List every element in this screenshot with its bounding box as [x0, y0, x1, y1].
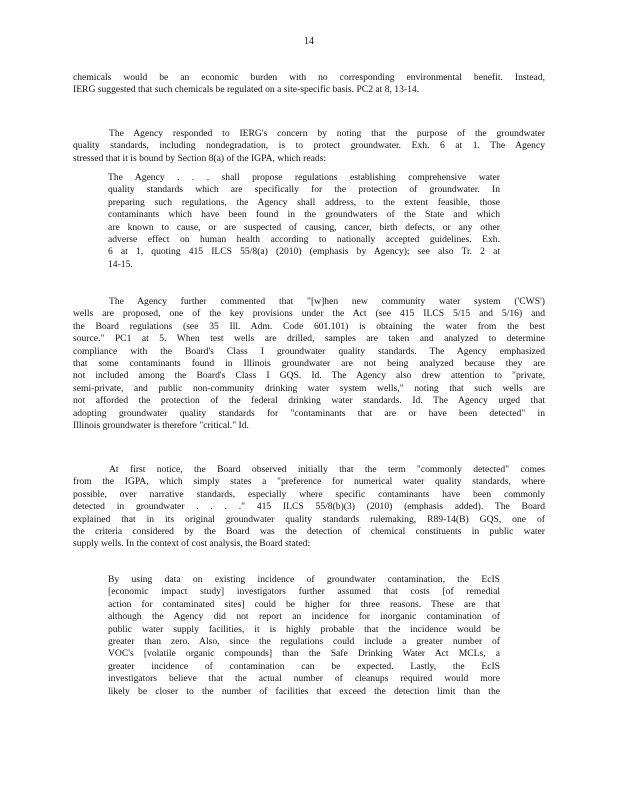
text-line: preparing such regulations, the Agency shall address, to the extent feasible, those [108, 196, 500, 208]
text-line: semi-private, and public non-community drinking water system wells," noting that such wells are [73, 382, 545, 394]
text-line: contaminants which have been found in the groundwaters of the State and which [108, 209, 500, 221]
text-line: likely be closer to the number of facilities that exceed the detection limit than the [108, 685, 500, 697]
text-line: the Board regulations (see 35 Ill. Adm. Code 601.101) is obtaining the water from the best [73, 320, 545, 332]
text-line: quality standards, including nondegradation, is to protect groundwater. Exh. 6 at 1. The Agency [73, 140, 545, 152]
paragraph-agency-response [73, 128, 545, 165]
text-line: The Agency . . . shall propose regulations establishing comprehensive water [108, 172, 500, 183]
block-quote-ecis [108, 574, 500, 698]
paragraph-agency-comment-cws [73, 296, 545, 432]
text-line: quality standards which are specifically for the protection of groundwater. In [108, 184, 500, 196]
text-line: greater than zero. Also, since the regulations could include a greater number of [108, 635, 500, 647]
text-line: Illinois groundwater is therefore "critical." Id. [73, 419, 249, 431]
text-line: source." PC1 at 5. When test wells are drilled, samples are taken and analyzed to determine [73, 333, 545, 345]
paragraph-ierg-suggestion [73, 72, 545, 97]
text-line: the criteria considered by the Board was the detection of chemical constituents in public water [73, 525, 545, 537]
text-line: action for contaminated sites] could be higher for three reasons. These are that [108, 598, 500, 610]
text-line: compliance with the Board's Class I groundwater quality standards. The Agency emphasized [73, 345, 545, 357]
text-line: By using data on existing incidence of groundwater contamination, the EcIS [108, 574, 500, 585]
text-line: although the Agency did not report an incidence for inorganic contamination of [108, 611, 500, 623]
text-line: possible, over narrative standards, especially where specific contaminants have been commonly [73, 488, 545, 500]
text-line: stressed that it is bound by Section 8(a) of the IGPA, which reads: [73, 152, 327, 164]
text-line: detected in groundwater . . . ." 415 ILCS 55/8(b)(3) (2010) (emphasis added). The Board [73, 501, 545, 513]
text-line: investigators believe that the actual number of cleanups required would more [108, 673, 500, 685]
page-number: 14 [304, 36, 314, 47]
text-line: chemicals would be an economic burden with no corresponding environmental benefit. Instead, [73, 72, 545, 83]
paragraph-first-notice [73, 464, 545, 551]
text-line: public water supply facilities, it is highly probable that the incidence would be [108, 623, 500, 635]
text-line: explained that in its original groundwater quality standards rulemaking, R89-14(B) GQS, one of [73, 513, 545, 525]
block-quote-igpa-section-8a [108, 172, 500, 271]
text-line: The Agency further commented that "[w]hen new community water system ('CWS') [109, 296, 545, 307]
text-line: 14-15. [108, 258, 133, 270]
text-line: are known to cause, or are suspected of causing, cancer, birth defects, or any other [108, 221, 500, 233]
text-line: greater incidence of contamination can be expected. Lastly, the EcIS [108, 660, 500, 672]
text-line: [economic impact study] investigators further assumed that costs [of remedial [108, 586, 500, 598]
text-line: that some contaminants found in Illinois groundwater are not being analyzed because they are [73, 357, 545, 369]
text-line: wells are proposed, one of the key provisions under the Act (see 415 ILCS 5/15 and 5/16) and [73, 308, 545, 320]
text-line: 6 at 1, quoting 415 ILCS 55/8(a) (2010) (emphasis by Agency); see also Tr. 2 at [108, 246, 500, 258]
text-line: At first notice, the Board observed initially that the term "commonly detected" comes [109, 464, 545, 475]
text-line: not afforded the protection of the federal drinking water standards. Id. The Agency urged that [73, 395, 545, 407]
text-line: VOC's [volatile organic compounds] than the Safe Drinking Water Act MCLs, a [108, 648, 500, 660]
text-line: supply wells. In the context of cost analysis, the Board stated: [73, 538, 311, 550]
text-line: adverse effect on human health according to nationally accepted guidelines. Exh. [108, 233, 500, 245]
text-line: The Agency responded to IERG's concern by noting that the purpose of the groundwater [109, 128, 545, 139]
text-line: IERG suggested that such chemicals be regulated on a site-specific basis. PC2 at 8, 13-14. [73, 84, 420, 96]
text-line: from the IGPA, which simply states a "preference for numerical water quality standards, where [73, 476, 545, 488]
text-line: not included among the Board's Class I GQS. Id. The Agency also drew attention to "private, [73, 370, 545, 382]
text-line: adopting groundwater quality standards for "contaminants that are or have been detected" in [73, 407, 545, 419]
